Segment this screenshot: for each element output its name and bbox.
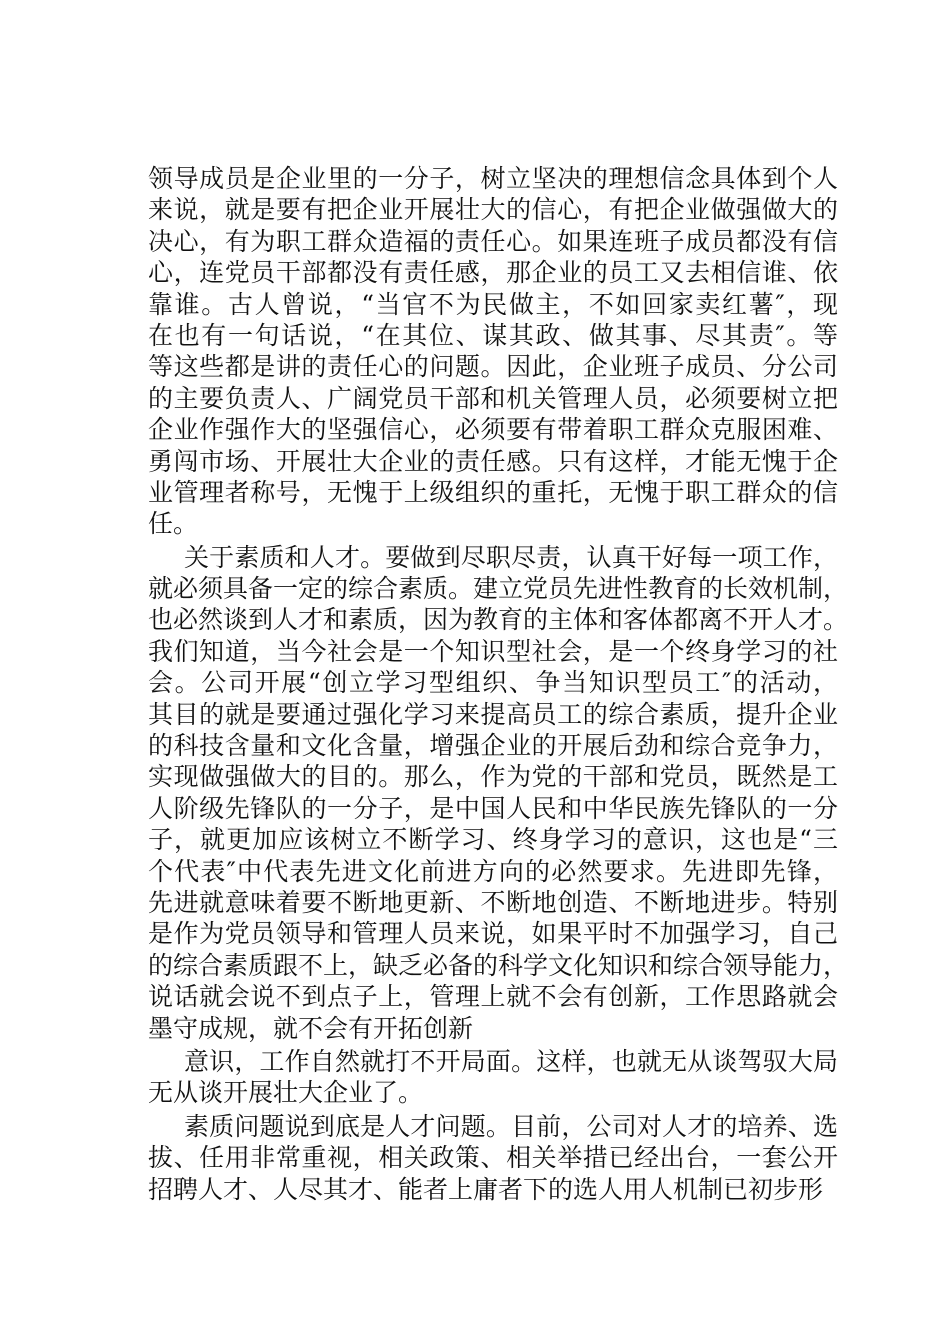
paragraph <box>148 542 849 1044</box>
text-line: 在也有一句话说，“在其位、谋其政、做其事、尽其责″。等 <box>148 320 838 350</box>
text-line: 关于素质和人才。要做到尽职尽责，认真干好每一项工作， <box>184 542 838 572</box>
text-line: 其目的就是要通过强化学习来提高员工的综合素质，提升企业 <box>148 699 838 729</box>
text-line: 墨守成规，就不会有开拓创新 <box>148 1013 474 1043</box>
text-line: 勇闯市场、开展壮大企业的责任感。只有这样，才能无愧于企 <box>148 446 838 476</box>
text-line: 招聘人才、人尽其才、能者上庸者下的选人用人机制已初步形 <box>148 1174 824 1204</box>
text-line: 等这些都是讲的责任心的问题。因此，企业班子成员、分公司 <box>148 352 838 382</box>
text-line: 实现做强做大的目的。那么，作为党的干部和党员，既然是工 <box>148 762 838 792</box>
text-line: 会。公司开展“创立学习型组织、争当知识型员工″的活动， <box>148 668 838 698</box>
text-line: 业管理者称号，无愧于上级组织的重托，无愧于职工群众的信 <box>148 477 838 507</box>
text-line: 子，就更加应该树立不断学习、终身学习的意识，这也是“三 <box>148 825 838 855</box>
text-line: 任。 <box>148 509 199 539</box>
text-line: 人阶级先锋队的一分子，是中国人民和中华民族先锋队的一分 <box>148 793 838 823</box>
text-line: 的综合素质跟不上，缺乏必备的科学文化知识和综合领导能力， <box>148 950 849 980</box>
text-line: 是作为党员领导和管理人员来说，如果平时不加强学习，自己 <box>148 919 838 949</box>
text-line: 无从谈开展壮大企业了。 <box>148 1078 424 1108</box>
text-line: 拔、任用非常重视，相关政策、相关举措已经出台，一套公开 <box>148 1143 838 1173</box>
text-line: 来说，就是要有把企业开展壮大的信心，有把企业做强做大的 <box>148 195 838 225</box>
text-line: 也必然谈到人才和素质，因为教育的主体和客体都离不开人才。 <box>148 605 849 635</box>
text-line: 先进就意味着要不断地更新、不断地创造、不断地进步。特别 <box>148 887 838 917</box>
text-line: 的科技含量和文化含量，增强企业的开展后劲和综合竞争力， <box>148 731 838 761</box>
paragraph <box>148 1111 838 1205</box>
text-line: 素质问题说到底是人才问题。目前，公司对人才的培养、选 <box>184 1111 838 1141</box>
text-line: 靠谁。古人曾说，“当官不为民做主，不如回家卖红薯″，现 <box>148 289 838 319</box>
text-line: 说话就会说不到点子上，管理上就不会有创新，工作思路就会 <box>148 982 838 1012</box>
document-body <box>148 163 849 1205</box>
paragraph <box>148 1046 838 1109</box>
paragraph <box>148 163 838 540</box>
text-line: 就必须具备一定的综合素质。建立党员先进性教育的长效机制， <box>148 574 849 604</box>
text-line: 的主要负责人、广阔党员干部和机关管理人员，必须要树立把 <box>148 383 838 413</box>
text-line: 决心，有为职工群众造福的责任心。如果连班子成员都没有信 <box>148 226 838 256</box>
text-line: 意识，工作自然就打不开局面。这样，也就无从谈驾驭大局 <box>184 1046 838 1076</box>
text-line: 我们知道，当今社会是一个知识型社会，是一个终身学习的社 <box>148 636 838 666</box>
text-line: 心，连党员干部都没有责任感，那企业的员工又去相信谁、依 <box>148 258 838 288</box>
text-line: 领导成员是企业里的一分子，树立坚决的理想信念具体到个人 <box>148 164 838 193</box>
text-line: 企业作强作大的坚强信心，必须要有带着职工群众克服困难、 <box>148 415 838 445</box>
text-line: 个代表″中代表先进文化前进方向的必然要求。先进即先锋， <box>148 856 838 886</box>
